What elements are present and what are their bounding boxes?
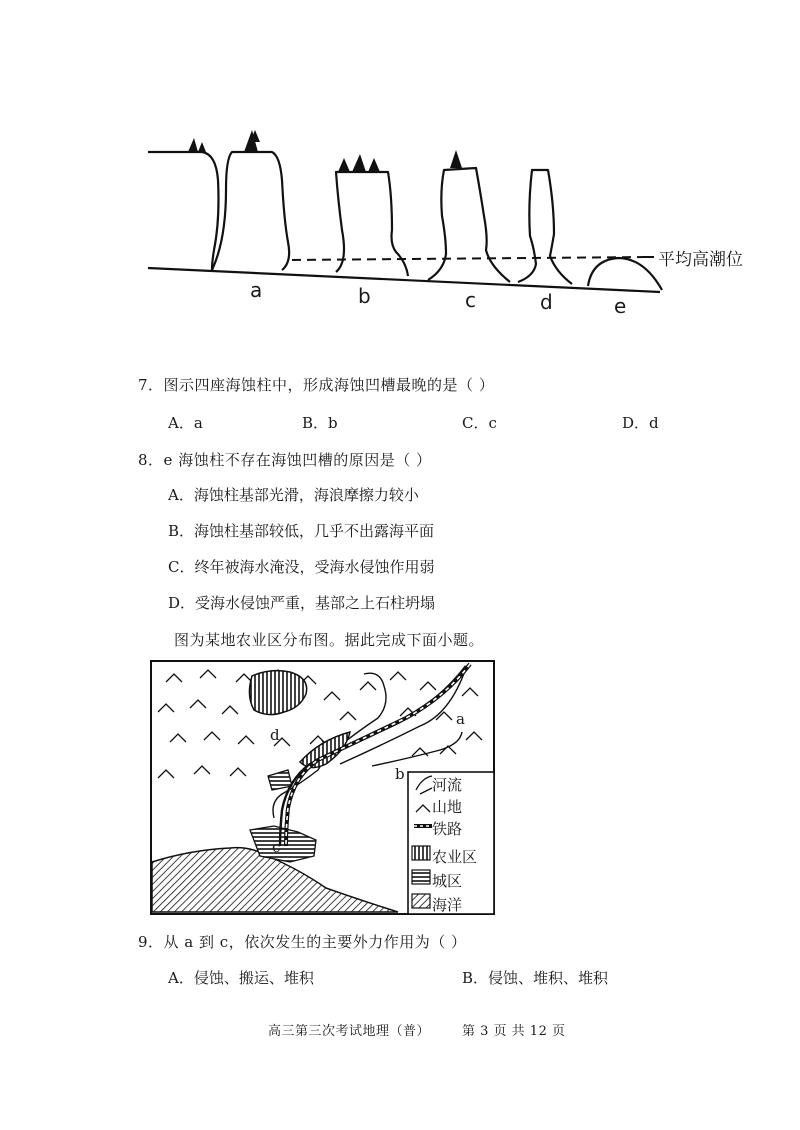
figure-2-intro: 图为某地农业区分布图。据此完成下面小题。 [174, 631, 485, 649]
legend-river: 河流 [432, 776, 463, 794]
question-9-stem: 9．从 a 到 c，依次发生的主要外力作用为（ ） [138, 933, 467, 951]
q8-option-c[interactable]: C．终年被海水淹没，受海水侵蚀作用弱 [168, 558, 435, 576]
map-label-a: a [456, 710, 465, 728]
q7-option-d[interactable]: D．d [622, 414, 659, 432]
stack-label-b: b [358, 284, 371, 308]
q7-option-a[interactable]: A．a [168, 414, 203, 432]
question-8-stem: 8．e 海蚀柱不存在海蚀凹槽的原因是（ ） [138, 451, 432, 469]
sea-stack-diagram [140, 120, 780, 320]
legend-city: 城区 [432, 872, 463, 890]
stack-label-c: c [465, 288, 476, 312]
map-label-b: b [395, 765, 405, 783]
stack-label-e: e [614, 294, 627, 318]
q8-option-b[interactable]: B．海蚀柱基部较低，几乎不出露海平面 [168, 522, 435, 540]
stack-label-d: d [540, 290, 553, 314]
map-label-c: c [272, 838, 281, 856]
footer-exam-title: 高三第三次考试地理（普） [268, 1024, 431, 1039]
q8-option-d[interactable]: D．受海水侵蚀严重，基部之上石柱坍塌 [168, 594, 436, 612]
legend-ocean: 海洋 [432, 896, 463, 914]
tide-level-label: 平均高潮位 [658, 250, 743, 270]
q9-option-b[interactable]: B．侵蚀、堆积、堆积 [462, 969, 609, 987]
q7-option-c[interactable]: C．c [462, 414, 497, 432]
q8-option-a[interactable]: A．海蚀柱基部光滑，海浪摩擦力较小 [168, 486, 419, 504]
question-7-stem: 7．图示四座海蚀柱中，形成海蚀凹槽最晚的是（ ） [138, 376, 495, 394]
stack-label-a: a [250, 278, 263, 302]
footer-page-number: 第 3 页 共 12 页 [462, 1024, 566, 1039]
q7-option-b[interactable]: B．b [302, 414, 338, 432]
q9-option-a[interactable]: A．侵蚀、搬运、堆积 [168, 969, 314, 987]
legend-agriculture: 农业区 [432, 848, 478, 866]
map-label-d: d [270, 726, 280, 744]
legend-mountain: 山地 [432, 798, 463, 816]
legend-railway: 铁路 [432, 820, 463, 838]
